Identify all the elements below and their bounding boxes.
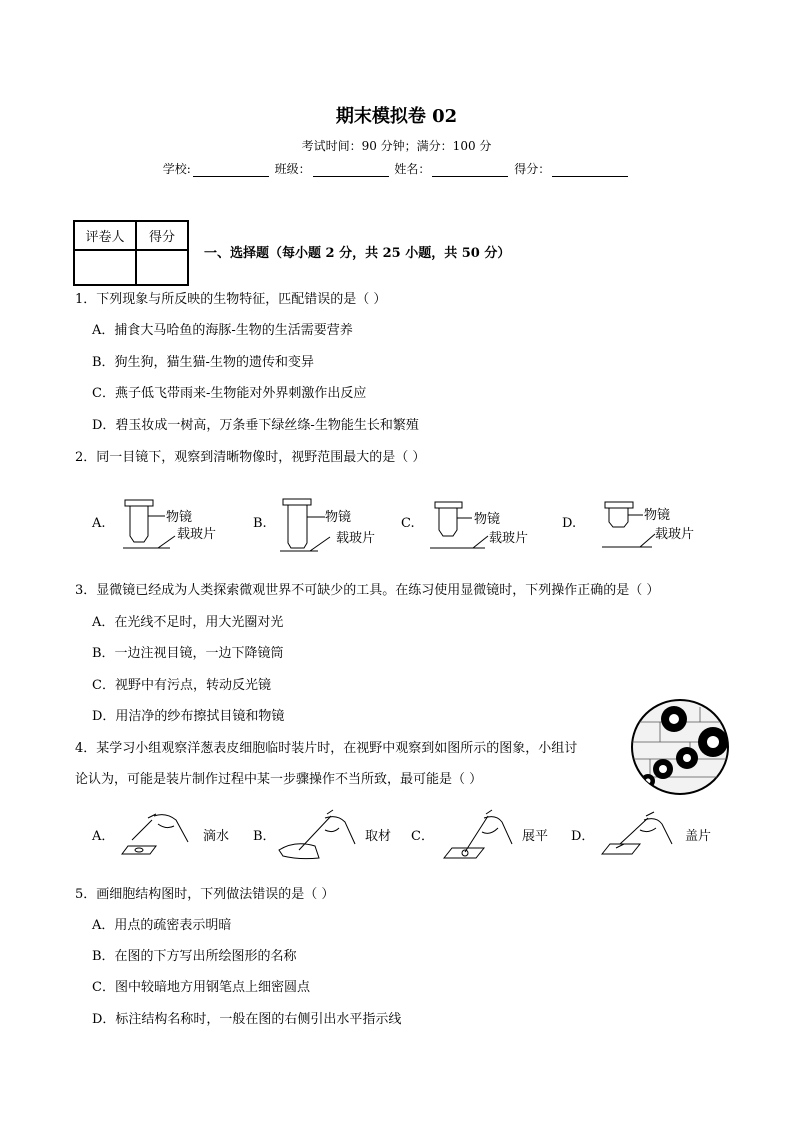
school-label: 学校: [162, 162, 191, 176]
score-label: 得分： [514, 162, 551, 176]
school-field[interactable] [193, 164, 269, 177]
question-2-stem: 2．同一目镜下，观察到清晰物像时，视野范围最大的是（ ） [75, 450, 426, 465]
grader-score-table [73, 220, 189, 286]
taking-material-hand-icon [275, 810, 365, 862]
question-1-stem: 1．下列现象与所反映的生物特征，匹配错误的是（ ） [75, 292, 387, 307]
student-info-row [0, 161, 793, 177]
objective-label: 物镜 [166, 510, 193, 525]
q5-option-a[interactable]: A．用点的疏密表示明暗 [92, 918, 232, 933]
name-field[interactable] [432, 164, 508, 177]
dropping-water-hand-icon [118, 812, 198, 860]
q4-option-c-label: 展平 [522, 829, 549, 844]
q2-option-c[interactable]: C. [401, 516, 415, 531]
microscope-field-bubbles-image [630, 697, 730, 797]
score-cell[interactable] [136, 250, 188, 285]
question-3-stem: 3．显微镜已经成为人类探索微观世界不可缺少的工具。在练习使用显微镜时，下列操作正确的是（ ） [75, 583, 660, 598]
q4-option-a-letter[interactable]: A． [92, 829, 115, 844]
grader-header: 评卷人 [74, 221, 136, 250]
flattening-hand-icon [440, 810, 520, 862]
q2-option-a[interactable]: A. [92, 516, 106, 531]
q4-option-b-label: 取材 [365, 829, 392, 844]
q3-option-d[interactable]: D．用洁净的纱布擦拭目镜和物镜 [92, 709, 285, 724]
q3-option-c[interactable]: C．视野中有污点，转动反光镜 [92, 678, 271, 693]
q5-option-c[interactable]: C．图中较暗地方用钢笔点上细密圆点 [92, 980, 310, 995]
q4-option-a-label: 滴水 [203, 829, 230, 844]
q4-option-b-letter[interactable]: B． [253, 829, 276, 844]
score-header: 得分 [136, 221, 188, 250]
name-label: 姓名： [394, 162, 431, 176]
q3-option-b[interactable]: B．一边注视目镜，一边下降镜筒 [92, 646, 284, 661]
exam-info: 考试时间：90 分钟；满分：100 分 [301, 139, 492, 153]
q5-option-b[interactable]: B．在图的下方写出所绘图形的名称 [92, 949, 297, 964]
question-4-stem-line1: 4．某学习小组观察洋葱表皮细胞临时装片时，在视野中观察到如图所示的图象，小组讨 [75, 741, 578, 756]
q1-option-c[interactable]: C．燕子低飞带雨来-生物能对外界刺激作出反应 [92, 386, 367, 401]
objective-label: 物镜 [474, 512, 501, 527]
q4-option-c-letter[interactable]: C． [411, 829, 434, 844]
class-field[interactable] [313, 164, 389, 177]
q5-option-d[interactable]: D．标注结构名称时，一般在图的右侧引出水平指示线 [92, 1012, 402, 1027]
slide-label: 载玻片 [177, 527, 217, 542]
score-field[interactable] [552, 164, 628, 177]
q1-option-a[interactable]: A．捕食大马哈鱼的海豚-生物的生活需要营养 [92, 323, 353, 338]
cover-slip-hand-icon [600, 812, 680, 860]
q1-option-d[interactable]: D．碧玉妆成一树高，万条垂下绿丝绦-生物能生长和繁殖 [92, 418, 419, 433]
grader-cell[interactable] [74, 250, 136, 285]
section-heading: 一、选择题（每小题 2 分，共 25 小题，共 50 分） [204, 246, 511, 261]
q2-option-d[interactable]: D. [562, 516, 577, 531]
slide-label: 载玻片 [655, 527, 695, 542]
question-5-stem: 5．画细胞结构图时，下列做法错误的是（ ） [75, 887, 335, 902]
objective-label: 物镜 [644, 508, 671, 523]
q3-option-a[interactable]: A．在光线不足时，用大光圈对光 [92, 615, 284, 630]
class-label: 班级： [274, 162, 311, 176]
page-title: 期末模拟卷 02 [335, 106, 458, 127]
objective-label: 物镜 [325, 510, 352, 525]
q1-option-b[interactable]: B．狗生狗，猫生猫-生物的遗传和变异 [92, 355, 314, 370]
slide-label: 载玻片 [336, 531, 376, 546]
q4-option-d-letter[interactable]: D． [571, 829, 595, 844]
q2-option-b[interactable]: B. [253, 516, 267, 531]
slide-label: 载玻片 [489, 531, 529, 546]
question-4-stem-line2: 论认为，可能是装片制作过程中某一步骤操作不当所致，最可能是（ ） [75, 772, 483, 787]
q4-option-d-label: 盖片 [685, 829, 712, 844]
